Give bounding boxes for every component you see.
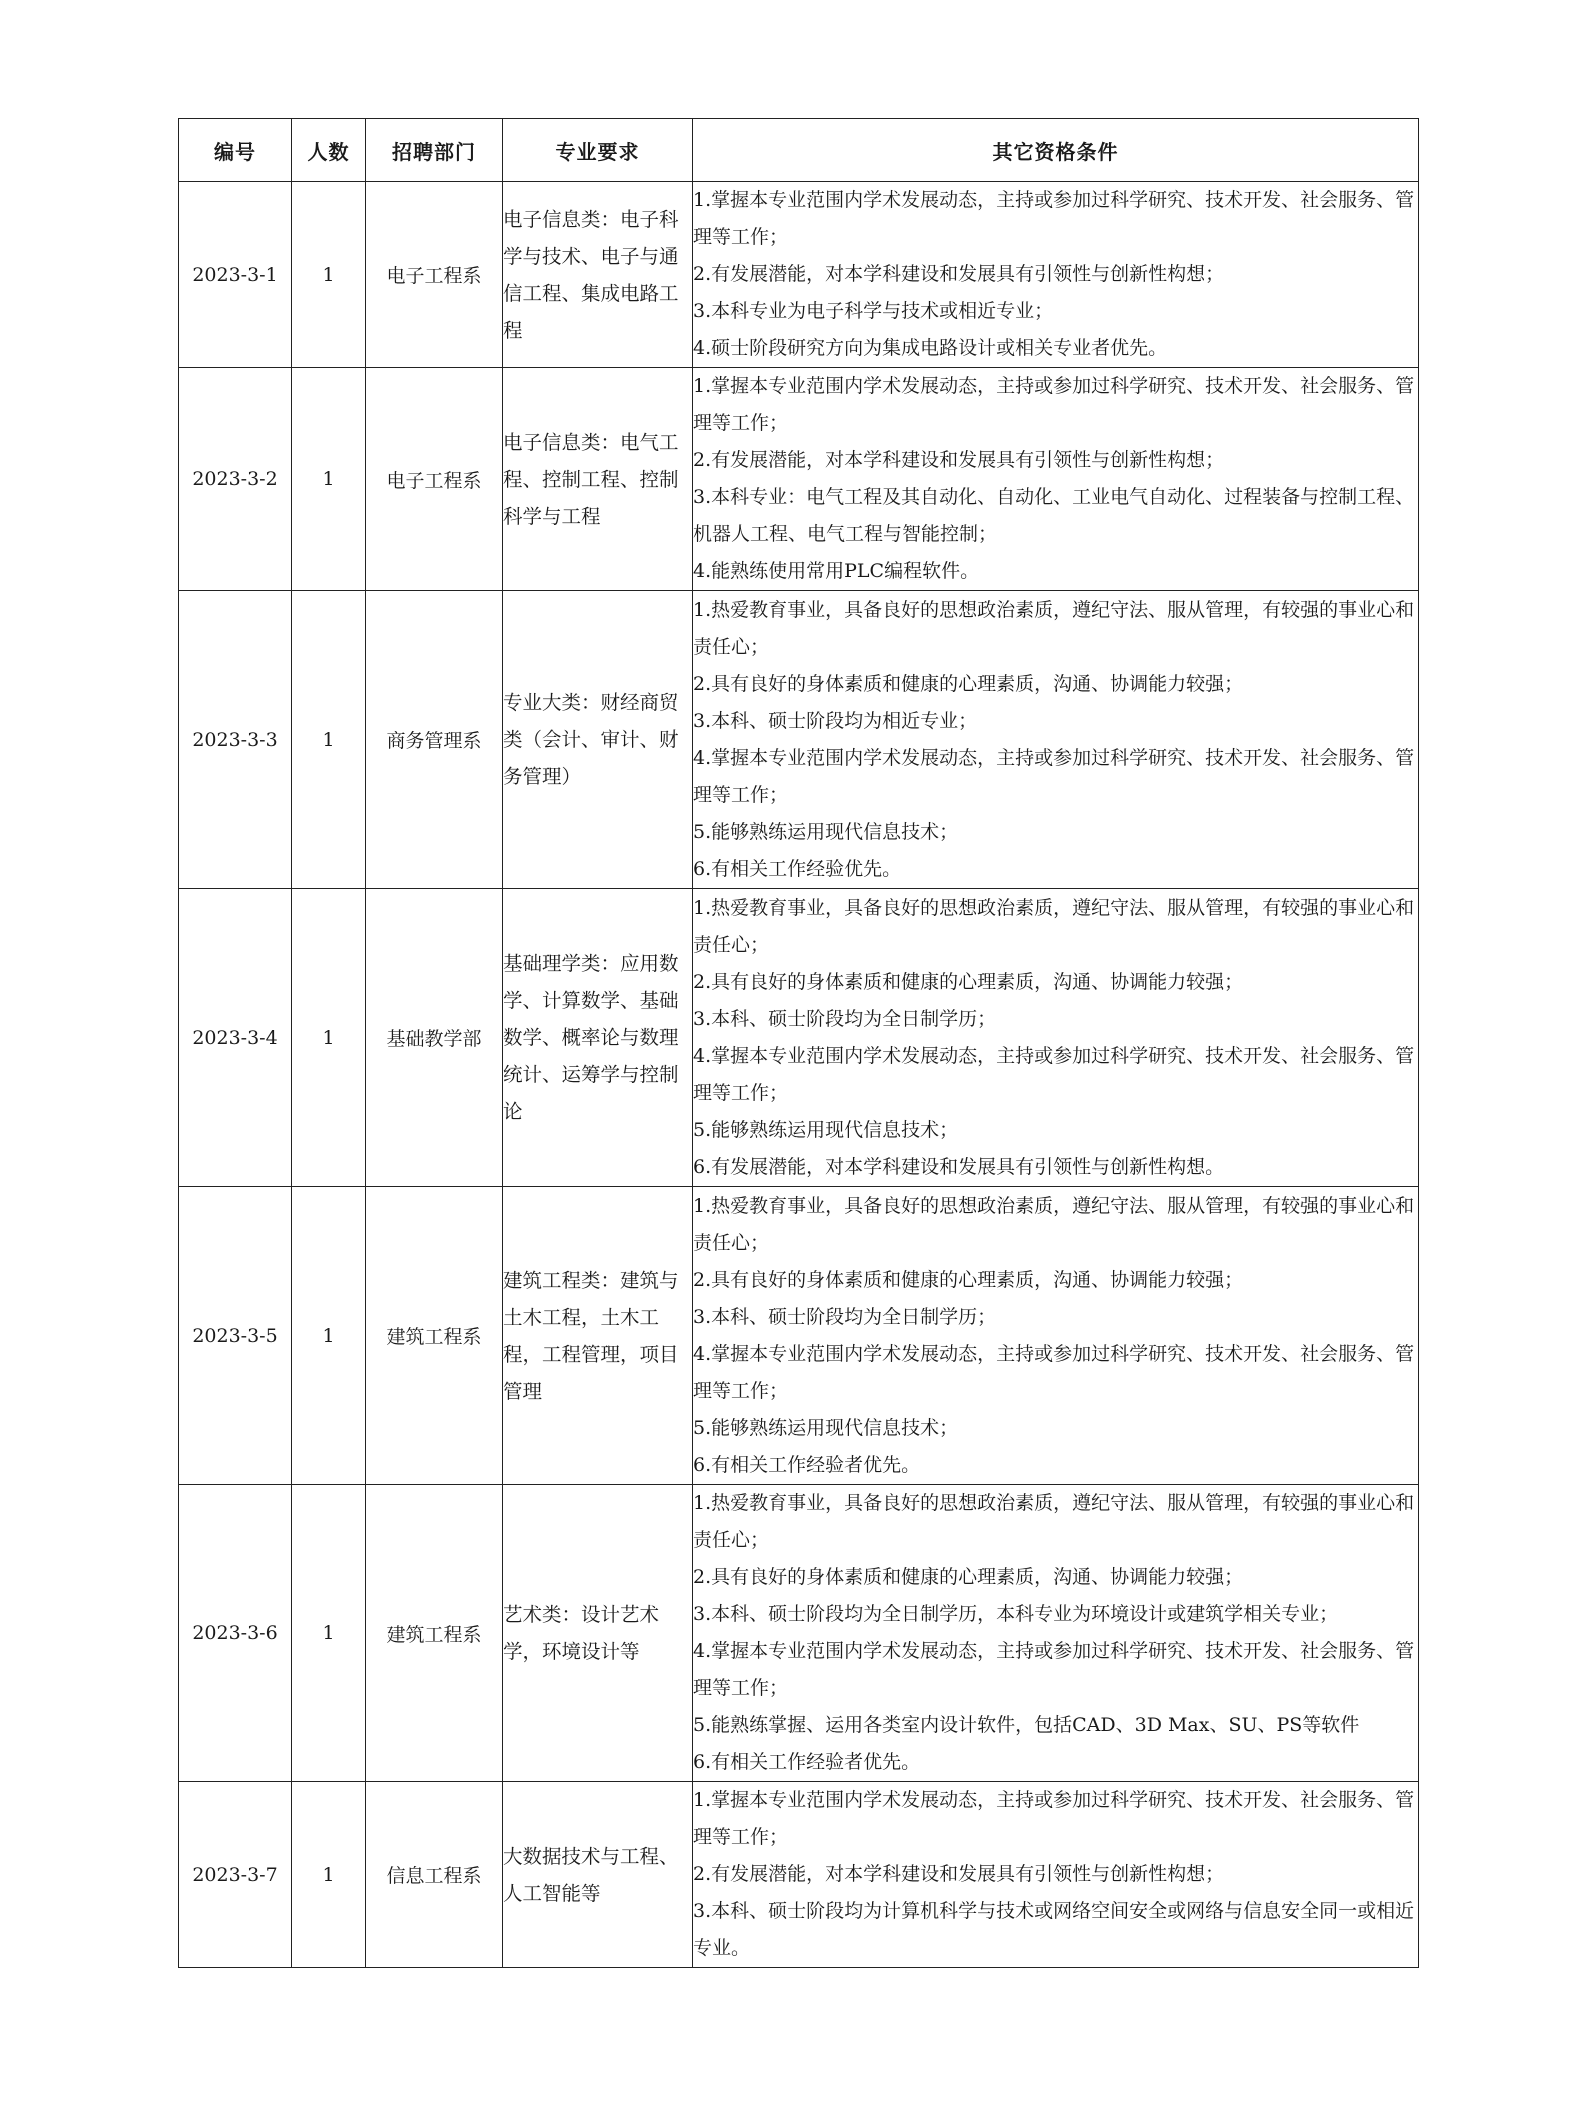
cell-conditions (693, 368, 1419, 591)
condition-item: 2.具有良好的身体素质和健康的心理素质，沟通、协调能力较强； (693, 1268, 1244, 1291)
cell-department: 建筑工程系 (366, 1187, 503, 1485)
condition-item: 3.本科、硕士阶段均为全日制学历； (693, 1305, 997, 1328)
condition-item: 5.能熟练掌握、运用各类室内设计软件，包括CAD、3D Max、SU、PS等软件 (693, 1714, 1360, 1736)
condition-item: 3.本科专业为电子科学与技术或相近专业； (693, 300, 1054, 322)
condition-item: 2.有发展潜能，对本学科建设和发展具有引领性与创新性构想； (693, 1863, 1225, 1885)
cell-department: 电子工程系 (366, 368, 503, 591)
header-id: 编号 (179, 119, 292, 182)
header-conditions: 其它资格条件 (693, 119, 1419, 182)
cell-count: 1 (292, 1187, 366, 1485)
cell-department: 建筑工程系 (366, 1485, 503, 1782)
condition-item: 5.能够熟练运用现代信息技术； (693, 1416, 959, 1439)
condition-item: 1.热爱教育事业，具备良好的思想政治素质，遵纪守法、服从管理，有较强的事业心和责任心； (693, 896, 1415, 956)
condition-item: 3.本科、硕士阶段均为计算机科学与技术或网络空间安全或网络与信息安全同一或相近专业。 (693, 1900, 1415, 1959)
table-header-row (179, 119, 1419, 182)
condition-item: 4.硕士阶段研究方向为集成电路设计或相关专业者优先。 (693, 337, 1168, 359)
condition-item: 1.掌握本专业范围内学术发展动态，主持或参加过科学研究、技术开发、社会服务、管理等工作； (693, 375, 1415, 434)
cell-id: 2023-3-5 (179, 1187, 292, 1485)
condition-item: 3.本科、硕士阶段均为全日制学历； (693, 1007, 997, 1030)
condition-item: 1.热爱教育事业，具备良好的思想政治素质，遵纪守法、服从管理，有较强的事业心和责任心； (693, 598, 1415, 658)
condition-item: 2.有发展潜能，对本学科建设和发展具有引领性与创新性构想； (693, 449, 1225, 471)
cell-id: 2023-3-7 (179, 1782, 292, 1968)
header-department: 招聘部门 (366, 119, 503, 182)
condition-item: 4.掌握本专业范围内学术发展动态，主持或参加过科学研究、技术开发、社会服务、管理等工作； (693, 1640, 1415, 1699)
cell-conditions (693, 889, 1419, 1187)
condition-item: 1.热爱教育事业，具备良好的思想政治素质，遵纪守法、服从管理，有较强的事业心和责任心； (693, 1194, 1415, 1254)
header-count: 人数 (292, 119, 366, 182)
cell-id: 2023-3-1 (179, 182, 292, 368)
cell-conditions (693, 182, 1419, 368)
table-row (179, 1485, 1419, 1782)
cell-conditions (693, 1187, 1419, 1485)
condition-item: 2.具有良好的身体素质和健康的心理素质，沟通、协调能力较强； (693, 1566, 1244, 1588)
cell-conditions (693, 1485, 1419, 1782)
condition-item: 2.具有良好的身体素质和健康的心理素质，沟通、协调能力较强； (693, 672, 1244, 695)
condition-item: 2.具有良好的身体素质和健康的心理素质，沟通、协调能力较强； (693, 970, 1244, 993)
cell-count: 1 (292, 591, 366, 889)
header-major: 专业要求 (503, 119, 693, 182)
condition-item: 4.掌握本专业范围内学术发展动态，主持或参加过科学研究、技术开发、社会服务、管理等工作； (693, 1342, 1415, 1402)
condition-item: 6.有相关工作经验者优先。 (693, 1453, 921, 1476)
condition-item: 6.有发展潜能，对本学科建设和发展具有引领性与创新性构想。 (693, 1155, 1225, 1178)
condition-item: 5.能够熟练运用现代信息技术； (693, 1118, 959, 1141)
condition-item: 1.掌握本专业范围内学术发展动态，主持或参加过科学研究、技术开发、社会服务、管理等工作； (693, 1789, 1415, 1848)
table-row (179, 1782, 1419, 1968)
cell-count: 1 (292, 1485, 366, 1782)
table-row (179, 1187, 1419, 1485)
condition-item: 6.有相关工作经验者优先。 (693, 1751, 921, 1773)
condition-item: 5.能够熟练运用现代信息技术； (693, 820, 959, 843)
condition-item: 4.掌握本专业范围内学术发展动态，主持或参加过科学研究、技术开发、社会服务、管理等工作； (693, 1044, 1415, 1104)
cell-major: 建筑工程类：建筑与土木工程，土木工程，工程管理，项目管理 (503, 1187, 693, 1485)
table-row (179, 889, 1419, 1187)
cell-department: 基础教学部 (366, 889, 503, 1187)
cell-major: 电子信息类：电气工程、控制工程、控制科学与工程 (503, 368, 693, 591)
table-row (179, 591, 1419, 889)
cell-count: 1 (292, 368, 366, 591)
cell-conditions (693, 1782, 1419, 1968)
condition-item: 2.有发展潜能，对本学科建设和发展具有引领性与创新性构想； (693, 263, 1225, 285)
document-page (178, 118, 1418, 1968)
cell-id: 2023-3-6 (179, 1485, 292, 1782)
cell-count: 1 (292, 1782, 366, 1968)
cell-id: 2023-3-3 (179, 591, 292, 889)
cell-major: 艺术类：设计艺术学，环境设计等 (503, 1485, 693, 1782)
cell-department: 电子工程系 (366, 182, 503, 368)
cell-department: 信息工程系 (366, 1782, 503, 1968)
cell-major: 大数据技术与工程、人工智能等 (503, 1782, 693, 1968)
cell-count: 1 (292, 889, 366, 1187)
cell-major: 基础理学类：应用数学、计算数学、基础数学、概率论与数理统计、运筹学与控制论 (503, 889, 693, 1187)
cell-id: 2023-3-4 (179, 889, 292, 1187)
condition-item: 1.掌握本专业范围内学术发展动态，主持或参加过科学研究、技术开发、社会服务、管理等工作； (693, 189, 1415, 248)
condition-item: 4.能熟练使用常用PLC编程软件。 (693, 560, 980, 582)
cell-count: 1 (292, 182, 366, 368)
condition-item: 3.本科、硕士阶段均为相近专业； (693, 709, 978, 732)
table-row (179, 182, 1419, 368)
cell-department: 商务管理系 (366, 591, 503, 889)
condition-item: 4.掌握本专业范围内学术发展动态，主持或参加过科学研究、技术开发、社会服务、管理等工作； (693, 746, 1415, 806)
cell-id: 2023-3-2 (179, 368, 292, 591)
recruitment-table (178, 118, 1419, 1968)
cell-conditions (693, 591, 1419, 889)
condition-item: 3.本科专业：电气工程及其自动化、自动化、工业电气自动化、过程装备与控制工程、机器人工程、电气工程与智能控制； (693, 486, 1415, 545)
cell-major: 专业大类：财经商贸类（会计、审计、财务管理） (503, 591, 693, 889)
condition-item: 1.热爱教育事业，具备良好的思想政治素质，遵纪守法、服从管理，有较强的事业心和责任心； (693, 1492, 1415, 1551)
table-row (179, 368, 1419, 591)
cell-major: 电子信息类：电子科学与技术、电子与通信工程、集成电路工程 (503, 182, 693, 368)
condition-item: 3.本科、硕士阶段均为全日制学历，本科专业为环境设计或建筑学相关专业； (693, 1603, 1339, 1625)
condition-item: 6.有相关工作经验优先。 (693, 857, 902, 880)
